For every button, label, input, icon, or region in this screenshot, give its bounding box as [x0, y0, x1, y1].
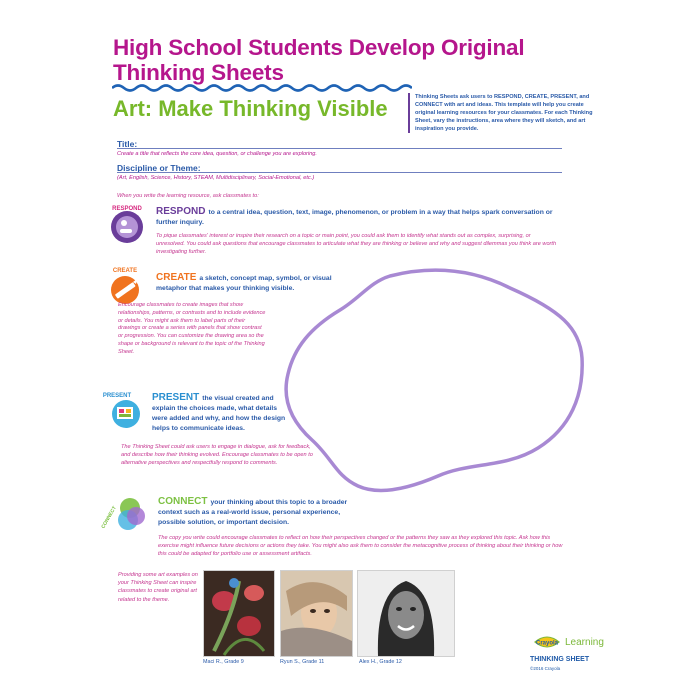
create-keyword: CREATE	[156, 272, 197, 283]
connect-keyword: CONNECT	[158, 496, 208, 507]
respond-icon	[104, 203, 150, 249]
artwork-1-image	[204, 571, 274, 656]
artwork-2	[280, 570, 353, 657]
svg-text:RESPOND: RESPOND	[112, 206, 142, 212]
crayola-logo	[532, 632, 562, 652]
artwork-2-caption: Ryun S., Grade 11	[280, 659, 325, 665]
wave-divider	[112, 82, 412, 94]
title-label: Title:	[117, 139, 138, 149]
learning-label: Learning	[565, 637, 604, 648]
respond-keyword: RESPOND	[156, 206, 206, 217]
thinking-sheet-label: THINKING SHEET	[530, 656, 590, 663]
discipline-line[interactable]	[117, 172, 562, 173]
connect-prompt	[158, 497, 348, 528]
present-prompt	[152, 393, 287, 434]
present-prompt-text: the visual created and explain the choices made, what details were added and why, and how the design helps to communicate ideas.	[152, 395, 286, 432]
connect-icon	[100, 492, 146, 538]
present-detail: The Thinking Sheet could ask users to engage in dialogue, ask for feedback, and describe how their thinking evolved. Encourage classmates to be open to alternative perspectives and respectfully respond to comments.	[121, 444, 313, 466]
respond-prompt	[156, 207, 556, 228]
artwork-2-image	[281, 571, 352, 656]
respond-detail: To pique classmates' interest or inspire their research on a topic or main point, you could ask them to identify what stands out as complex, surprising, or unresolved. You could ask questions that encourage classmates to articulate what they are thinking or believe and why and suggest dilemmas you think are worth investigating further.	[156, 233, 557, 255]
connect-prompt-text: your thinking about this topic to a broader context such as a real-world issue, personal experience, possible solution, or important decision.	[158, 499, 348, 526]
respond-prompt-text: to a central idea, question, text, image, phenomenon, or problem in a way that helps spark conversation or further inquiry.	[156, 209, 553, 226]
copyright: ©2016 Crayola	[530, 666, 561, 671]
artwork-3-image	[358, 571, 454, 656]
title-line[interactable]	[117, 148, 562, 149]
lead-in: When you write the learning resource, ask classmates to:	[117, 193, 259, 199]
svg-text:CREATE: CREATE	[112, 268, 138, 274]
examples-note: Providing some art examples on your Thinking Sheet can inspire classmates to create original art related to the theme.	[118, 572, 198, 603]
artwork-3	[357, 570, 455, 657]
discipline-label: Discipline or Theme:	[117, 163, 201, 173]
artwork-1	[203, 570, 275, 657]
artwork-1-caption: Maci R., Grade 9	[203, 659, 244, 665]
create-prompt-text: a sketch, concept map, symbol, or visual metaphor that makes your thinking visible.	[156, 275, 332, 292]
svg-text:Crayola: Crayola	[535, 640, 559, 647]
page-subtitle: Art: Make Thinking Visible	[113, 96, 388, 121]
page-title: High School Students Develop Original Thinking Sheets	[113, 35, 525, 85]
svg-text:PRESENT: PRESENT	[102, 393, 132, 399]
present-icon	[99, 388, 145, 434]
title-help: Create a title that reflects the core idea, question, or challenge you are exploring.	[117, 151, 317, 157]
svg-text:CONNECT: CONNECT	[100, 505, 118, 530]
artwork-3-caption: Alex H., Grade 12	[359, 659, 402, 665]
connect-detail: The copy you write could encourage classmates to reflect on how their perspectives changed or the patterns they saw as they explored this topic. Ask how this exercise might influence future decisions or actions they take. You might also ask them to consider the metacognitive process of thinking about their thinking or how this could be adapted for portfolio use or assessment artifacts.	[158, 535, 563, 557]
present-keyword: PRESENT	[152, 392, 200, 403]
intro-text: Thinking Sheets ask users to RESPOND, CREATE, PRESENT, and CONNECT with art and ideas. This template will help you create original learning resources for your classmates. For each Thinking Sheet, vary the instructions, area where they will sketch, and art inspiration you provide.	[408, 93, 593, 133]
discipline-help: (Art, English, Science, History, STEAM, Multidisciplinary, Social-Emotional, etc.)	[117, 175, 315, 181]
create-detail: Encourage classmates to create images that show relationships, patterns, or contrasts and to include evidence or details. You might ask them to label parts of their drawings or create a series with panels that show contrast or progression. You can customize the drawing area so the shape or background is relevant to the topic of the Thinking Sheet.	[118, 302, 266, 355]
